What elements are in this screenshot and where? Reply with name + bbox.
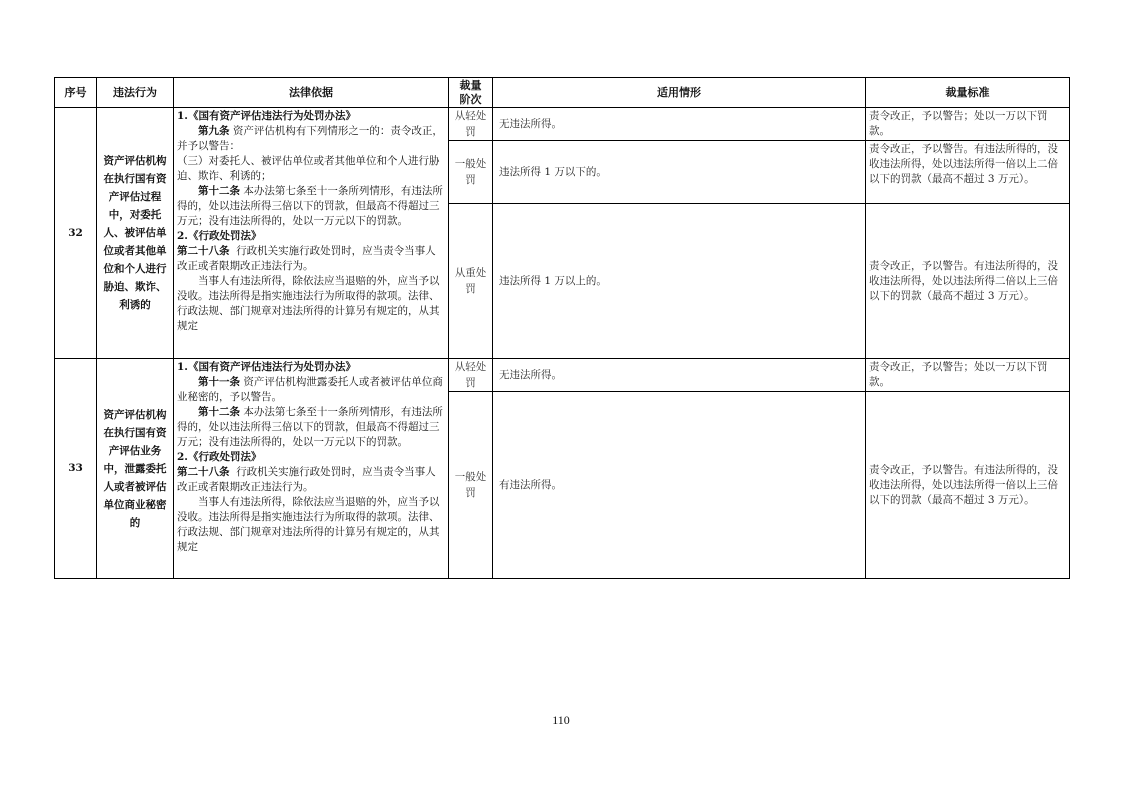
- tier-label: 一般处罚: [449, 392, 493, 579]
- penalty-standard: 责令改正，予以警告。有违法所得的，没收违法所得，处以违法所得一倍以上三倍以下的罚款（最高不超过 3 万元）。: [866, 392, 1070, 579]
- penalty-standard: 责令改正，予以警告。有违法所得的，没收违法所得，处以违法所得二倍以上三倍以下的罚款（最高不超过 3 万元）。: [866, 204, 1070, 359]
- applicable-case: 违法所得 1 万以下的。: [493, 141, 866, 204]
- tier-label: 一般处罚: [449, 141, 493, 204]
- article-text: 本办法第七条至十一条所列情形，有违法所得的，处以违法所得三倍以下的罚款，但最高不得超过三万元；没有违法所得的，处以一万元以下的罚款。: [177, 406, 443, 448]
- violation-act: 资产评估机构在执行国有资产评估业务中，泄露委托人或者被评估单位商业秘密的: [97, 359, 174, 579]
- penalty-standard: 责令改正，予以警告；处以一万以下罚款。: [866, 108, 1070, 141]
- article-label: 第十二条: [198, 185, 240, 197]
- article-paragraph: 当事人有违法所得，除依法应当退赔的外，应当予以没收。违法所得是指实施违法行为所取得的款项。法律、行政法规、部门规章对违法所得的计算另有规定的，从其规定: [177, 496, 440, 553]
- article-text: 资产评估机构泄露委托人或者被评估单位商业秘密的，予以警告。: [177, 376, 443, 403]
- table-row: [55, 108, 1070, 141]
- legal-basis: [174, 359, 449, 579]
- tier-label: 从轻处罚: [449, 359, 493, 392]
- article-label: 第二十八条: [177, 466, 230, 478]
- violation-act: 资产评估机构在执行国有资产评估过程中，对委托人、被评估单位或者其他单位和个人进行胁迫、欺诈、利诱的: [97, 108, 174, 359]
- article-label: 第二十八条: [177, 245, 230, 257]
- header-act: 违法行为: [97, 78, 174, 108]
- law-title: 2.《行政处罚法》: [177, 451, 262, 463]
- penalty-discretion-table: [54, 77, 1070, 579]
- header-basis: 法律依据: [174, 78, 449, 108]
- penalty-standard: 责令改正，予以警告。有违法所得的，没收违法所得，处以违法所得一倍以上二倍以下的罚款（最高不超过 3 万元）。: [866, 141, 1070, 204]
- tier-label: 从轻处罚: [449, 108, 493, 141]
- law-title: 2.《行政处罚法》: [177, 230, 262, 242]
- law-title: 1.《国有资产评估违法行为处罚办法》: [177, 361, 356, 373]
- article-text: 行政机关实施行政处罚时，应当责令当事人改正或者限期改正违法行为。: [177, 466, 436, 493]
- article-text: 资产评估机构有下列情形之一的：责令改正，并予以警告：: [177, 125, 443, 152]
- applicable-case: 无违法所得。: [493, 108, 866, 141]
- header-no: 序号: [55, 78, 97, 108]
- row-number: 32: [55, 108, 97, 359]
- page-number: 110: [552, 713, 570, 727]
- tier-label: 从重处罚: [449, 204, 493, 359]
- row-number: 33: [55, 359, 97, 579]
- article-text: 本办法第七条至十一条所列情形，有违法所得的，处以违法所得三倍以下的罚款，但最高不得超过三万元；没有违法所得的，处以一万元以下的罚款。: [177, 185, 443, 227]
- applicable-case: 无违法所得。: [493, 359, 866, 392]
- article-paragraph: 当事人有违法所得，除依法应当退赔的外，应当予以没收。违法所得是指实施违法行为所取得的款项。法律、行政法规、部门规章对违法所得的计算另有规定的，从其规定: [177, 275, 440, 332]
- table-header-row: [55, 78, 1070, 108]
- article-text: 行政机关实施行政处罚时，应当责令当事人改正或者限期改正违法行为。: [177, 245, 436, 272]
- header-case: 适用情形: [493, 78, 866, 108]
- article-label: 第九条: [198, 125, 230, 137]
- law-title: 1.《国有资产评估违法行为处罚办法》: [177, 110, 356, 122]
- article-label: 第十二条: [198, 406, 240, 418]
- article-label: 第十一条: [198, 376, 240, 388]
- applicable-case: 有违法所得。: [493, 392, 866, 579]
- table-row: [55, 359, 1070, 392]
- legal-basis: [174, 108, 449, 359]
- header-standard: 裁量标准: [866, 78, 1070, 108]
- header-tier: 裁量阶次: [449, 78, 493, 108]
- penalty-standard: 责令改正，予以警告；处以一万以下罚款。: [866, 359, 1070, 392]
- article-item: （三）对委托人、被评估单位或者其他单位和个人进行胁迫、欺诈、利诱的；: [177, 155, 440, 182]
- applicable-case: 违法所得 1 万以上的。: [493, 204, 866, 359]
